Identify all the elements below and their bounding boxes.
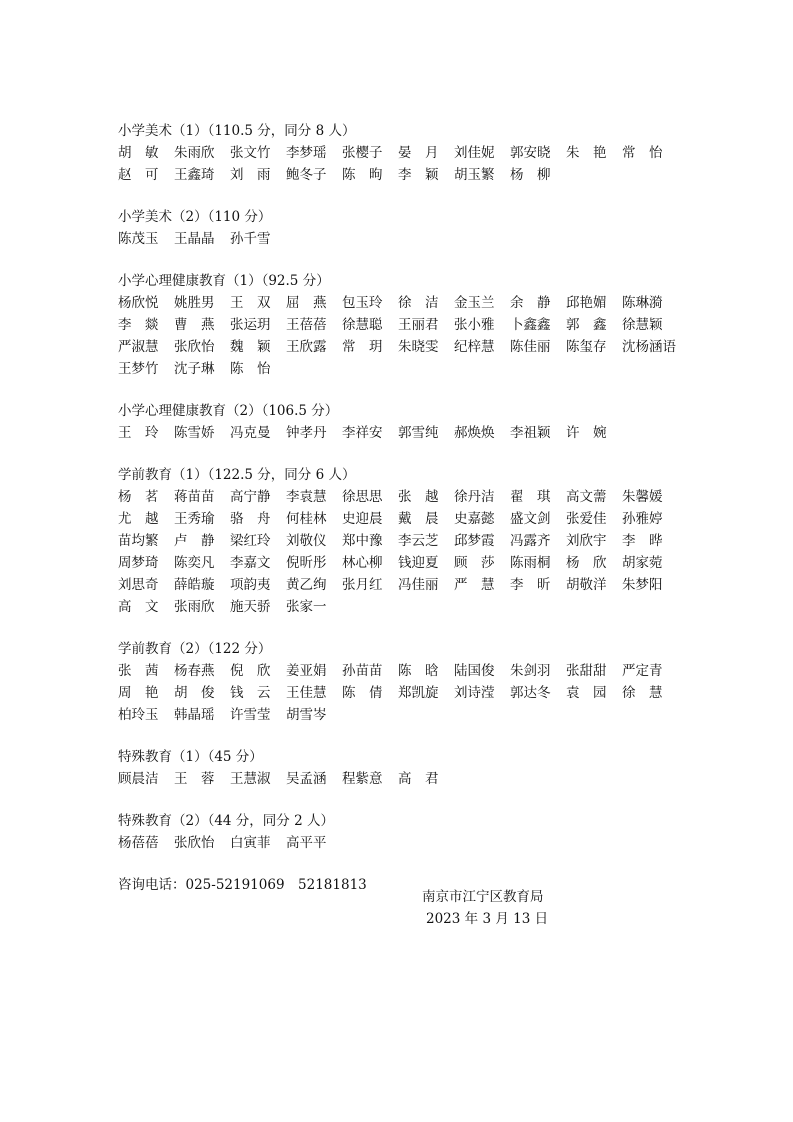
candidate-name: 钱迎夏 (398, 555, 439, 571)
candidate-name: 陈 怡 (230, 361, 271, 377)
candidate-name: 杨 柳 (510, 167, 551, 183)
name-list (118, 832, 688, 854)
candidate-name: 胡 俊 (174, 685, 215, 701)
candidate-name: 王丽君 (398, 317, 439, 333)
results-list (118, 120, 688, 896)
candidate-name: 刘敬仪 (286, 533, 327, 549)
candidate-name: 张家一 (286, 599, 327, 615)
exam-section (118, 120, 688, 186)
name-list (118, 292, 688, 380)
candidate-name: 朱剑羽 (510, 663, 551, 679)
candidate-name: 陈 晗 (398, 663, 439, 679)
candidate-name: 陈玺存 (566, 339, 607, 355)
candidate-name: 高文薷 (566, 489, 607, 505)
candidate-name: 王秀瑜 (174, 511, 215, 527)
candidate-name: 张运玥 (230, 317, 271, 333)
section-title: 小学美术（2）（110 分） (118, 209, 272, 225)
candidate-name: 李 昕 (510, 577, 551, 593)
candidate-name: 李袁慧 (286, 489, 327, 505)
candidate-name: 陈雨桐 (510, 555, 551, 571)
candidate-name: 徐思思 (342, 489, 383, 505)
name-list (118, 142, 688, 186)
candidate-name: 许雪莹 (230, 707, 271, 723)
candidate-name: 王 双 (230, 295, 271, 311)
candidate-name: 陈雪娇 (174, 425, 215, 441)
candidate-name: 杨春燕 (174, 663, 215, 679)
candidate-name: 周 艳 (118, 685, 159, 701)
candidate-name: 张欣怡 (174, 835, 215, 851)
candidate-name: 郭达冬 (510, 685, 551, 701)
candidate-name: 徐慧聪 (342, 317, 383, 333)
candidate-name: 梁红玲 (230, 533, 271, 549)
candidate-name: 冯露齐 (510, 533, 551, 549)
candidate-name: 薛皓璇 (174, 577, 215, 593)
candidate-name: 王蓓蓓 (286, 317, 327, 333)
candidate-name: 胡敬洋 (566, 577, 607, 593)
candidate-name: 陈佳丽 (510, 339, 551, 355)
candidate-name: 柏玲玉 (118, 707, 159, 723)
contact-phone: 咨询电话：025-52191069 52181813 (118, 877, 367, 893)
candidate-name: 卢 静 (174, 533, 215, 549)
candidate-name: 李 燚 (118, 317, 159, 333)
candidate-name: 王慧淑 (230, 771, 271, 787)
candidate-name: 杨欣悦 (118, 295, 159, 311)
exam-section (118, 270, 688, 380)
candidate-name: 高平平 (286, 835, 327, 851)
candidate-name: 张欣怡 (174, 339, 215, 355)
candidate-name: 张小雅 (454, 317, 495, 333)
name-list (118, 660, 688, 726)
candidate-name: 陈琳漪 (622, 295, 663, 311)
candidate-name: 郭 鑫 (566, 317, 607, 333)
signature-block (422, 886, 582, 930)
candidate-name: 刘思奇 (118, 577, 159, 593)
candidate-name: 余 静 (510, 295, 551, 311)
candidate-name: 包玉玲 (342, 295, 383, 311)
candidate-name: 张 越 (398, 489, 439, 505)
candidate-name: 常 怡 (622, 145, 663, 161)
candidate-name: 黄乙绚 (286, 577, 327, 593)
exam-section (118, 400, 688, 444)
candidate-name: 沈子琳 (174, 361, 215, 377)
candidate-name: 李梦瑶 (286, 145, 327, 161)
candidate-name: 韩晶瑶 (174, 707, 215, 723)
candidate-name: 盛文剑 (510, 511, 551, 527)
candidate-name: 张雨欣 (174, 599, 215, 615)
candidate-name: 何桂林 (286, 511, 327, 527)
candidate-name: 苗均繁 (118, 533, 159, 549)
candidate-name: 倪 欣 (230, 663, 271, 679)
candidate-name: 顾 莎 (454, 555, 495, 571)
candidate-name: 胡玉繁 (454, 167, 495, 183)
candidate-name: 刘佳妮 (454, 145, 495, 161)
candidate-name: 卜鑫鑫 (510, 317, 551, 333)
candidate-name: 胡家菀 (622, 555, 663, 571)
candidate-name: 严 慧 (454, 577, 495, 593)
exam-section (118, 464, 688, 618)
candidate-name: 杨 茗 (118, 489, 159, 505)
candidate-name: 张爱佳 (566, 511, 607, 527)
candidate-name: 李祥安 (342, 425, 383, 441)
issuing-organization: 南京市江宁区教育局 (422, 889, 544, 905)
section-title: 学前教育（2）（122 分） (118, 641, 272, 657)
candidate-name: 袁 园 (566, 685, 607, 701)
candidate-name: 王欣露 (286, 339, 327, 355)
candidate-name: 翟 琪 (510, 489, 551, 505)
candidate-name: 施天骄 (230, 599, 271, 615)
candidate-name: 陈茂玉 (118, 231, 159, 247)
name-list (118, 422, 688, 444)
name-list (118, 768, 688, 790)
section-title: 特殊教育（2）（44 分，同分 2 人） (118, 813, 334, 829)
candidate-name: 吴孟涵 (286, 771, 327, 787)
candidate-name: 林心柳 (342, 555, 383, 571)
candidate-name: 王佳慧 (286, 685, 327, 701)
candidate-name: 陆国俊 (454, 663, 495, 679)
candidate-name: 李云芝 (398, 533, 439, 549)
candidate-name: 魏 颖 (230, 339, 271, 355)
exam-section (118, 810, 688, 854)
candidate-name: 曹 燕 (174, 317, 215, 333)
candidate-name: 李 晔 (622, 533, 663, 549)
candidate-name: 王梦竹 (118, 361, 159, 377)
candidate-name: 严定青 (622, 663, 663, 679)
candidate-name: 常 玥 (342, 339, 383, 355)
candidate-name: 孙雅婷 (622, 511, 663, 527)
name-list (118, 486, 688, 618)
candidate-name: 刘 雨 (230, 167, 271, 183)
candidate-name: 张文竹 (230, 145, 271, 161)
candidate-name: 徐丹洁 (454, 489, 495, 505)
issue-date: 2023 年 3 月 13 日 (426, 911, 549, 927)
candidate-name: 刘诗滢 (454, 685, 495, 701)
exam-section (118, 638, 688, 726)
section-title: 学前教育（1）（122.5 分，同分 6 人） (118, 467, 356, 483)
candidate-name: 孙苗苗 (342, 663, 383, 679)
candidate-name: 李祖颖 (510, 425, 551, 441)
exam-section (118, 206, 688, 250)
section-title: 小学心理健康教育（2）（106.5 分） (118, 403, 339, 419)
candidate-name: 朱馨媛 (622, 489, 663, 505)
candidate-name: 郭安晓 (510, 145, 551, 161)
candidate-name: 胡 敏 (118, 145, 159, 161)
candidate-name: 孙千雪 (230, 231, 271, 247)
candidate-name: 王 玲 (118, 425, 159, 441)
candidate-name: 王 蓉 (174, 771, 215, 787)
section-title: 特殊教育（1）（45 分） (118, 749, 263, 765)
candidate-name: 严淑慧 (118, 339, 159, 355)
candidate-name: 张甜甜 (566, 663, 607, 679)
candidate-name: 陈 倩 (342, 685, 383, 701)
candidate-name: 金玉兰 (454, 295, 495, 311)
candidate-name: 朱梦阳 (622, 577, 663, 593)
candidate-name: 王晶晶 (174, 231, 215, 247)
candidate-name: 朱 艳 (566, 145, 607, 161)
candidate-name: 徐 洁 (398, 295, 439, 311)
section-title: 小学美术（1）（110.5 分，同分 8 人） (118, 123, 356, 139)
candidate-name: 高 君 (398, 771, 439, 787)
candidate-name: 戴 晨 (398, 511, 439, 527)
candidate-name: 顾晨洁 (118, 771, 159, 787)
candidate-name: 许 婉 (566, 425, 607, 441)
candidate-name: 周梦琦 (118, 555, 159, 571)
candidate-name: 纪梓慧 (454, 339, 495, 355)
candidate-name: 冯佳丽 (398, 577, 439, 593)
name-list (118, 228, 688, 250)
candidate-name: 史嘉懿 (454, 511, 495, 527)
candidate-name: 杨蓓蓓 (118, 835, 159, 851)
candidate-name: 张月红 (342, 577, 383, 593)
candidate-name: 郑中豫 (342, 533, 383, 549)
candidate-name: 钱 云 (230, 685, 271, 701)
candidate-name: 鲍冬子 (286, 167, 327, 183)
candidate-name: 陈奕凡 (174, 555, 215, 571)
candidate-name: 邱梦霞 (454, 533, 495, 549)
candidate-name: 项韵夷 (230, 577, 271, 593)
candidate-name: 白寅菲 (230, 835, 271, 851)
candidate-name: 钟孝丹 (286, 425, 327, 441)
candidate-name: 骆 舟 (230, 511, 271, 527)
candidate-name: 朱雨欣 (174, 145, 215, 161)
candidate-name: 史迎晨 (342, 511, 383, 527)
candidate-name: 晏 月 (398, 145, 439, 161)
candidate-name: 朱晓雯 (398, 339, 439, 355)
candidate-name: 郭雪纯 (398, 425, 439, 441)
candidate-name: 张 茜 (118, 663, 159, 679)
candidate-name: 胡雪岑 (286, 707, 327, 723)
candidate-name: 刘欣宇 (566, 533, 607, 549)
candidate-name: 蒋苗苗 (174, 489, 215, 505)
candidate-name: 陈 昫 (342, 167, 383, 183)
candidate-name: 尤 越 (118, 511, 159, 527)
candidate-name: 姚胜男 (174, 295, 215, 311)
candidate-name: 杨 欣 (566, 555, 607, 571)
candidate-name: 赵 可 (118, 167, 159, 183)
candidate-name: 姜亚娟 (286, 663, 327, 679)
candidate-name: 邱艳媚 (566, 295, 607, 311)
candidate-name: 高 文 (118, 599, 159, 615)
candidate-name: 沈杨涵语 (622, 339, 676, 355)
candidate-name: 冯克曼 (230, 425, 271, 441)
exam-section (118, 746, 688, 790)
candidate-name: 张樱子 (342, 145, 383, 161)
candidate-name: 高宁静 (230, 489, 271, 505)
candidate-name: 倪昕彤 (286, 555, 327, 571)
candidate-name: 王鑫琦 (174, 167, 215, 183)
candidate-name: 程紫意 (342, 771, 383, 787)
candidate-name: 徐慧颖 (622, 317, 663, 333)
candidate-name: 李嘉文 (230, 555, 271, 571)
candidate-name: 徐 慧 (622, 685, 663, 701)
candidate-name: 郑凯旋 (398, 685, 439, 701)
candidate-name: 郝焕焕 (454, 425, 495, 441)
candidate-name: 屈 燕 (286, 295, 327, 311)
candidate-name: 李 颖 (398, 167, 439, 183)
section-title: 小学心理健康教育（1）（92.5 分） (118, 273, 330, 289)
